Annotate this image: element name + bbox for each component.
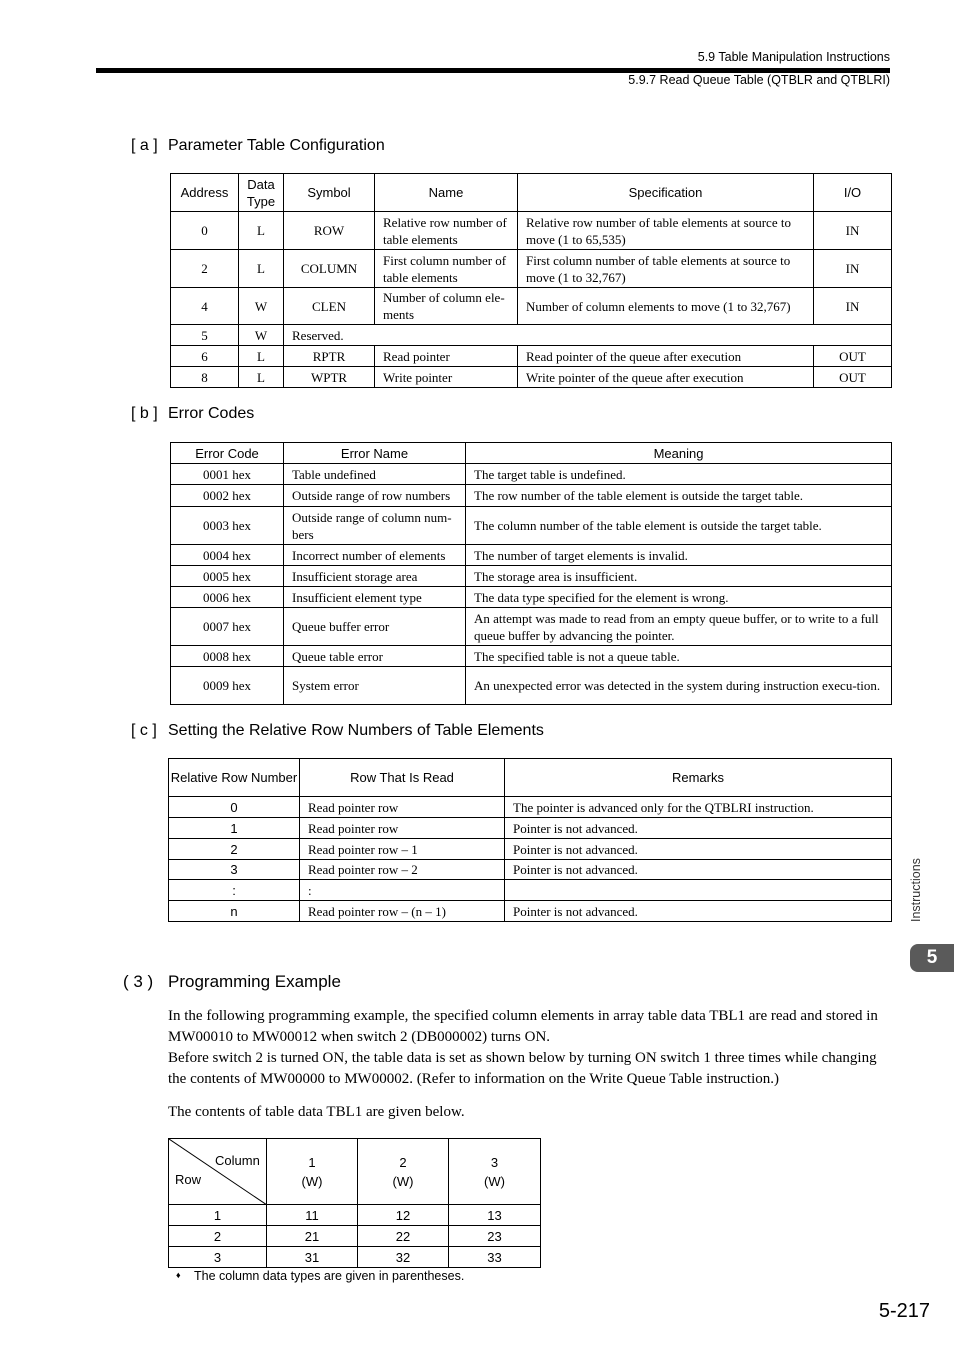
- section-b-marker: [ b ]: [131, 405, 158, 422]
- spec-cell: Read pointer of the queue after execution: [518, 346, 814, 367]
- remarks-cell: Pointer is not advanced.: [505, 860, 892, 880]
- col-header-meaning: Meaning: [466, 443, 892, 464]
- address-cell: 0: [171, 212, 239, 250]
- error-name-cell: Insufficient storage area: [284, 566, 466, 587]
- error-name-cell: System error: [284, 667, 466, 705]
- table-row: [169, 818, 892, 839]
- col-header-row-that-is-read: Row That Is Read: [300, 759, 505, 797]
- page-number: 5-217: [878, 1300, 930, 1322]
- relative-row-number-cell: 0: [169, 797, 300, 818]
- meaning-cell: The data type specified for the element is wrong.: [466, 587, 892, 608]
- reserved-cell: Reserved.: [284, 325, 892, 346]
- address-cell: 8: [171, 367, 239, 388]
- meaning-cell: The column number of the table element is outside the target table.: [466, 507, 892, 545]
- meaning-cell: The target table is undefined.: [466, 464, 892, 485]
- paragraph-1: In the following programming example, the specified column elements in array table data TBL1 are read and stored in MW00010 to MW00012 when switch 2 (DB000002) turns ON.: [168, 1008, 878, 1045]
- section-c-title: Setting the Relative Row Numbers of Table Elements: [168, 722, 544, 739]
- table-row: [171, 325, 892, 346]
- meaning-cell: The number of target elements is invalid.: [466, 545, 892, 566]
- table-row: [169, 797, 892, 818]
- data-type-cell: L: [239, 212, 284, 250]
- section-3-heading: [123, 972, 341, 992]
- remarks-cell: The pointer is advanced only for the QTBLRI instruction.: [505, 797, 892, 818]
- table-row: [171, 507, 892, 545]
- error-name-cell: Outside range of column num-bers: [284, 507, 466, 545]
- column-header-1: [267, 1139, 358, 1205]
- io-cell: IN: [814, 212, 892, 250]
- col-header-relative-row-number: Relative Row Number: [169, 759, 300, 797]
- meaning-cell: An unexpected error was detected in the system during instruction execu-tion.: [466, 667, 892, 705]
- io-cell: IN: [814, 288, 892, 325]
- table-row: [171, 212, 892, 250]
- value-cell: 21: [267, 1226, 358, 1247]
- io-cell: OUT: [814, 346, 892, 367]
- value-cell: 12: [358, 1205, 449, 1226]
- error-code-cell: 0004 hex: [171, 545, 284, 566]
- data-type-cell: L: [239, 250, 284, 288]
- error-code-cell: 0006 hex: [171, 587, 284, 608]
- corner-row-label: Row: [175, 1172, 202, 1187]
- data-type-cell: W: [239, 288, 284, 325]
- tbl1-footnote: [176, 1269, 464, 1283]
- table-row: [171, 346, 892, 367]
- symbol-cell: ROW: [284, 212, 375, 250]
- remarks-cell: Pointer is not advanced.: [505, 901, 892, 922]
- error-code-cell: 0003 hex: [171, 507, 284, 545]
- remarks-cell: [505, 880, 892, 901]
- row-read-cell: Read pointer row – (n – 1): [300, 901, 505, 922]
- value-cell: 32: [358, 1247, 449, 1268]
- parameter-table: [170, 173, 892, 388]
- row-read-cell: Read pointer row: [300, 818, 505, 839]
- data-type-cell: L: [239, 367, 284, 388]
- relative-row-number-cell: 1: [169, 818, 300, 839]
- table-row: [169, 860, 892, 880]
- table-row: [171, 608, 892, 646]
- column-type: (W): [392, 1173, 414, 1189]
- column-header-3: [449, 1139, 541, 1205]
- meaning-cell: An attempt was made to read from an empty queue buffer, or to write to a full queue buffer by advancing the pointer.: [466, 608, 892, 646]
- io-cell: IN: [814, 250, 892, 288]
- address-cell: 6: [171, 346, 239, 367]
- column-type: (W): [484, 1173, 505, 1189]
- table-row: [171, 367, 892, 388]
- table-row: [169, 1205, 541, 1226]
- tbl1-data-table: [168, 1138, 541, 1268]
- relative-row-number-cell: 3: [169, 860, 300, 880]
- error-code-cell: 0005 hex: [171, 566, 284, 587]
- error-name-cell: Table undefined: [284, 464, 466, 485]
- header-subsection: 5.9.7 Read Queue Table (QTBLR and QTBLRI): [628, 73, 890, 87]
- error-name-cell: Queue buffer error: [284, 608, 466, 646]
- col-header-name: Name: [375, 174, 518, 212]
- symbol-cell: WPTR: [284, 367, 375, 388]
- address-cell: 2: [171, 250, 239, 288]
- value-cell: 33: [449, 1247, 541, 1268]
- col-header-io: I/O: [814, 174, 892, 212]
- row-read-cell: Read pointer row: [300, 797, 505, 818]
- value-cell: 22: [358, 1226, 449, 1247]
- paragraph-3: The contents of table data TBL1 are given below.: [168, 1104, 465, 1120]
- data-type-cell: W: [239, 325, 284, 346]
- table-row: [169, 1247, 541, 1268]
- table-row: [169, 880, 892, 901]
- col-header-error-name: Error Name: [284, 443, 466, 464]
- error-code-cell: 0002 hex: [171, 485, 284, 507]
- symbol-cell: CLEN: [284, 288, 375, 325]
- col-header-remarks: Remarks: [505, 759, 892, 797]
- remarks-cell: Pointer is not advanced.: [505, 839, 892, 860]
- row-number-cell: 1: [169, 1205, 267, 1226]
- corner-column-label: Column: [215, 1153, 260, 1168]
- error-code-cell: 0001 hex: [171, 464, 284, 485]
- row-read-cell: Read pointer row – 1: [300, 839, 505, 860]
- data-type-cell: L: [239, 346, 284, 367]
- table-row: [171, 250, 892, 288]
- column-number: 3: [490, 1154, 499, 1170]
- header-section: 5.9 Table Manipulation Instructions: [697, 50, 890, 64]
- error-code-cell: 0008 hex: [171, 646, 284, 667]
- error-name-cell: Queue table error: [284, 646, 466, 667]
- spec-cell: Relative row number of table elements at source to move (1 to 65,535): [518, 212, 814, 250]
- error-name-cell: Incorrect number of elements: [284, 545, 466, 566]
- name-cell: Number of column ele-ments: [375, 288, 518, 325]
- table-row: [171, 667, 892, 705]
- row-number-cell: 2: [169, 1226, 267, 1247]
- table-row: [171, 288, 892, 325]
- section-b-title: Error Codes: [168, 405, 255, 422]
- value-cell: 23: [449, 1226, 541, 1247]
- relative-row-number-cell: n: [169, 901, 300, 922]
- name-cell: First column number of table elements: [375, 250, 518, 288]
- table-row: [171, 587, 892, 608]
- error-name-cell: Insufficient element type: [284, 587, 466, 608]
- row-read-cell: :: [300, 880, 505, 901]
- remarks-cell: Pointer is not advanced.: [505, 818, 892, 839]
- row-number-cell: 3: [169, 1247, 267, 1268]
- table-row: [169, 839, 892, 860]
- footnote-text: The column data types are given in parentheses.: [194, 1269, 465, 1283]
- relative-row-table: [168, 758, 892, 922]
- side-tab-label: Instructions: [909, 858, 923, 922]
- error-codes-table: [170, 442, 892, 705]
- section-a-marker: [ a ]: [131, 137, 158, 154]
- relative-row-number-cell: 2: [169, 839, 300, 860]
- col-header-specification: Specification: [518, 174, 814, 212]
- value-cell: 31: [267, 1247, 358, 1268]
- column-number: 1: [308, 1154, 316, 1170]
- table-row: [171, 646, 892, 667]
- table-row: [171, 485, 892, 507]
- section-c-marker: [ c ]: [131, 722, 157, 739]
- table-row: [171, 545, 892, 566]
- col-header-error-code: Error Code: [171, 443, 284, 464]
- symbol-cell: RPTR: [284, 346, 375, 367]
- error-code-cell: 0009 hex: [171, 667, 284, 705]
- section-b-heading: [131, 405, 254, 423]
- table-row: [169, 901, 892, 922]
- address-cell: 5: [171, 325, 239, 346]
- section-c-heading: [131, 722, 544, 740]
- bullet-icon: ♦: [176, 1270, 181, 1280]
- section-3-marker: ( 3 ): [123, 972, 154, 991]
- column-number: 2: [399, 1154, 407, 1170]
- spec-cell: First column number of table elements at source to move (1 to 32,767): [518, 250, 814, 288]
- error-code-cell: 0007 hex: [171, 608, 284, 646]
- name-cell: Relative row number of table elements: [375, 212, 518, 250]
- name-cell: Read pointer: [375, 346, 518, 367]
- section-a-title: Parameter Table Configuration: [168, 137, 385, 154]
- table-row: [171, 464, 892, 485]
- paragraph-2: Before switch 2 is turned ON, the table data is set as shown below by turning ON switch 1 three times while changing the contents of MW00000 to MW00002. (Refer to information on the Write Queue Table instruction.): [168, 1050, 877, 1087]
- section-3-title: Programming Example: [168, 972, 341, 991]
- spec-cell: Write pointer of the queue after execution: [518, 367, 814, 388]
- table-row: [171, 566, 892, 587]
- row-read-cell: Read pointer row – 2: [300, 860, 505, 880]
- col-header-symbol: Symbol: [284, 174, 375, 212]
- column-header-2: [358, 1139, 449, 1205]
- col-header-data-type: Data Type: [239, 174, 284, 212]
- corner-cell: [169, 1139, 267, 1205]
- address-cell: 4: [171, 288, 239, 325]
- spec-cell: Number of column elements to move (1 to 32,767): [518, 288, 814, 325]
- value-cell: 13: [449, 1205, 541, 1226]
- symbol-cell: COLUMN: [284, 250, 375, 288]
- value-cell: 11: [267, 1205, 358, 1226]
- io-cell: OUT: [814, 367, 892, 388]
- meaning-cell: The storage area is insufficient.: [466, 566, 892, 587]
- name-cell: Write pointer: [375, 367, 518, 388]
- chapter-tab: 5: [910, 944, 954, 972]
- section-a-heading: [131, 137, 385, 155]
- meaning-cell: The row number of the table element is outside the target table.: [466, 485, 892, 507]
- meaning-cell: The specified table is not a queue table.: [466, 646, 892, 667]
- col-header-address: Address: [171, 174, 239, 212]
- error-name-cell: Outside range of row numbers: [284, 485, 466, 507]
- column-type: (W): [301, 1173, 323, 1189]
- table-row: [169, 1226, 541, 1247]
- relative-row-number-cell: :: [169, 880, 300, 901]
